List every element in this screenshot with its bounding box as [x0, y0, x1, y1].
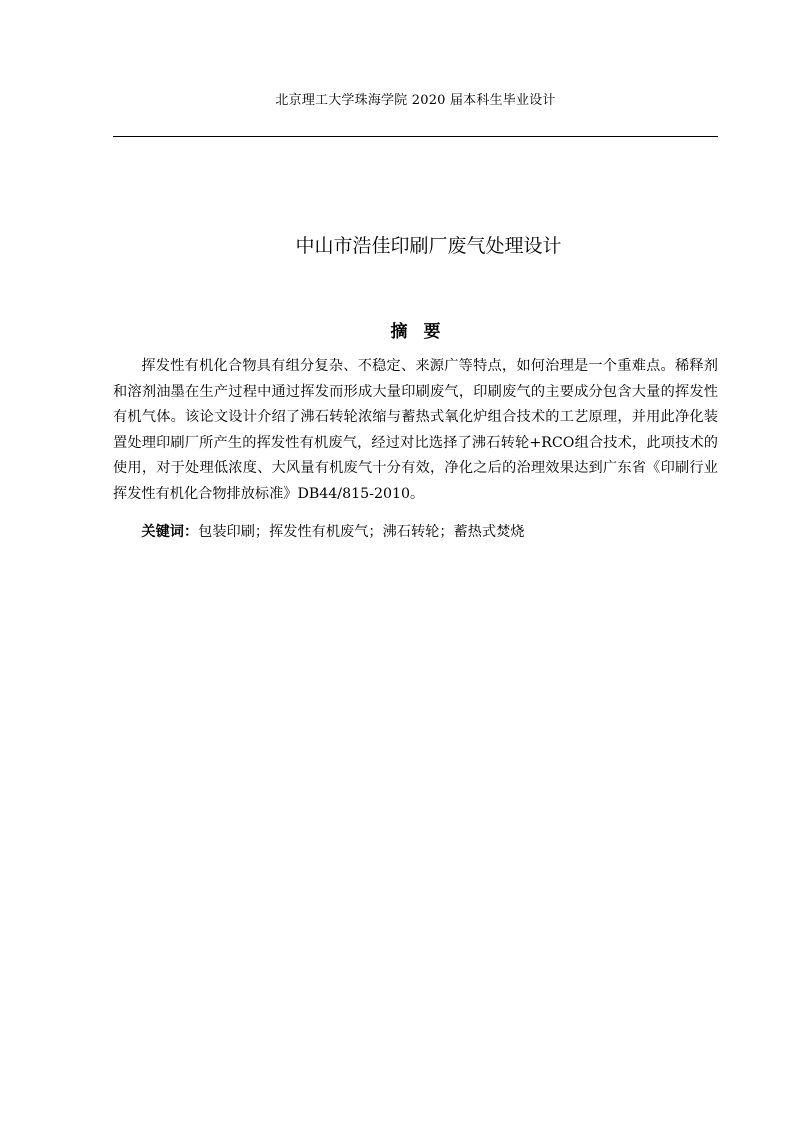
abstract-heading: 摘要: [390, 322, 457, 342]
document-title: 中山市浩佳印刷厂废气处理设计: [295, 235, 562, 257]
keywords-label: 关键词：: [141, 524, 199, 540]
keywords-text: 包装印刷；挥发性有机废气；沸石转轮；蓄热式焚烧: [198, 524, 525, 540]
abstract-body: 挥发性有机化合物具有组分复杂、不稳定、来源广等特点，如何治理是一个重难点。稀释剂和溶剂油墨在生产过程中通过挥发而形成大量印刷废气，印刷废气的主要成分包含大量的挥发性有机气体。该论文设计介绍了沸石转轮浓缩与蓄热式氧化炉组合技术的工艺原理，并用此净化装置处理印刷厂所产生的挥发性有机废气，经过对比选择了沸石转轮+RCO组合技术，此项技术的使用，对于处理低浓度、大风量有机废气十分有效，净化之后的治理效果达到广东省《印刷行业挥发性有机化合物排放标准》DB44/815-2010。: [113, 358, 718, 502]
page-header: 北京理工大学珠海学院 2020 届本科生毕业设计: [275, 93, 556, 108]
header-divider: [113, 136, 718, 137]
keywords-line: [113, 520, 718, 546]
